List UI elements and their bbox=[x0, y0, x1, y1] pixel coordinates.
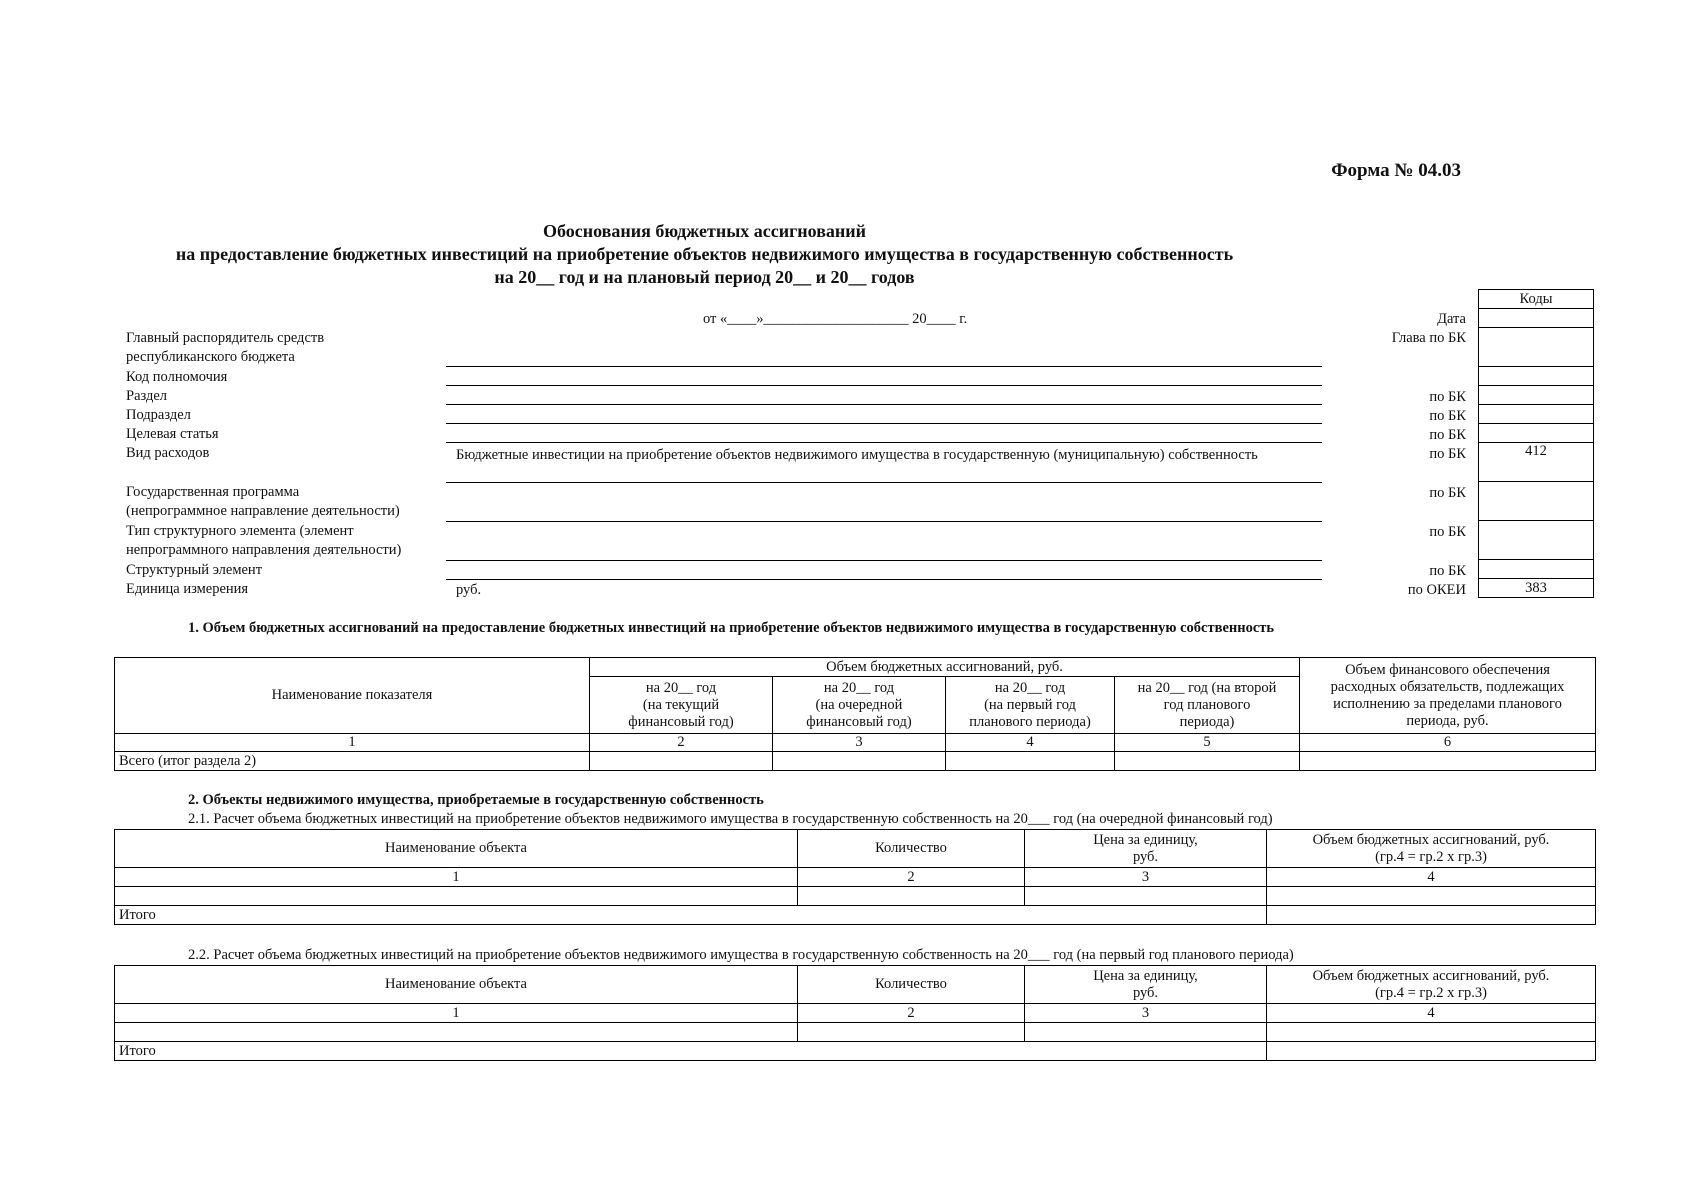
s1-num-4: 4 bbox=[946, 734, 1115, 752]
s21-data-cell[interactable] bbox=[798, 887, 1025, 906]
document-title bbox=[0, 220, 1697, 289]
s22-data-cell[interactable] bbox=[798, 1023, 1025, 1042]
s22-data-cell[interactable] bbox=[1025, 1023, 1267, 1042]
section1-title: 1. Объем бюджетных ассигнований на предоставление бюджетных инвестиций на приобретение объектов недвижимого имущества в государственную собственность bbox=[188, 620, 1275, 636]
s21-col-price: Цена за единицу, руб. bbox=[1025, 830, 1267, 868]
edinica-izmereniya-label: Единица измерения bbox=[126, 581, 249, 597]
glava-code-label: Глава по БК bbox=[1391, 330, 1466, 346]
podrazdel-field-line[interactable] bbox=[446, 423, 1322, 424]
podrazdel-label: Подраздел bbox=[126, 407, 191, 423]
title-line-1: Обоснования бюджетных ассигнований bbox=[542, 221, 867, 241]
s22-col-volume: Объем бюджетных ассигнований, руб. (гр.4 = гр.2 х гр.3) bbox=[1267, 966, 1596, 1004]
s21-col-volume: Объем бюджетных ассигнований, руб. (гр.4 = гр.2 х гр.3) bbox=[1267, 830, 1596, 868]
date-code-label: Дата bbox=[1437, 311, 1466, 327]
code-gosprogramma-value[interactable] bbox=[1479, 482, 1594, 521]
s22-col-price: Цена за единицу, руб. bbox=[1025, 966, 1267, 1004]
section2-2-table bbox=[114, 965, 1596, 1061]
code-tip-elementa-value[interactable] bbox=[1479, 521, 1594, 560]
codes-header: Коды bbox=[1479, 290, 1594, 309]
vid-rashodov-field-line[interactable] bbox=[446, 482, 1322, 483]
code-glava-value[interactable] bbox=[1479, 328, 1594, 367]
s21-col-qty: Количество bbox=[798, 830, 1025, 868]
s1-num-5: 5 bbox=[1115, 734, 1300, 752]
section2-1-title: 2.1. Расчет объема бюджетных инвестиций на приобретение объектов недвижимого имущества в государственную собственность на 20___ год (на очередной финансовый год) bbox=[188, 811, 1273, 827]
kod-polnomochiya-field-line[interactable] bbox=[446, 385, 1322, 386]
code-okei-value[interactable]: 383 bbox=[1479, 579, 1594, 598]
section2-1-table bbox=[114, 829, 1596, 925]
code-vid-rashodov-value[interactable]: 412 bbox=[1479, 443, 1594, 482]
razdel-field-line[interactable] bbox=[446, 404, 1322, 405]
s1-total-cell[interactable] bbox=[1115, 752, 1300, 771]
okei-code-label: по ОКЕИ bbox=[1407, 582, 1466, 598]
s21-num-1: 1 bbox=[115, 868, 798, 887]
s1-last-col-header: Объем финансового обеспечения расходных обязательств, подлежащих исполнению за пределами планового периода, руб. bbox=[1300, 658, 1596, 734]
s1-subcol-2: на 20__ год (на очередной финансовый год) bbox=[773, 677, 946, 734]
date-line: от «____»____________________ 20____ г. bbox=[703, 311, 968, 327]
section2-title: 2. Объекты недвижимого имущества, приобретаемые в государственную собственность bbox=[188, 792, 764, 808]
s21-data-cell[interactable] bbox=[1025, 887, 1267, 906]
s1-subcol-1: на 20__ год (на текущий финансовый год) bbox=[590, 677, 773, 734]
s21-total-cell[interactable] bbox=[1267, 906, 1596, 925]
s1-total-cell[interactable] bbox=[1300, 752, 1596, 771]
s21-col-name: Наименование объекта bbox=[115, 830, 798, 868]
vid-rashodov-value: Бюджетные инвестиции на приобретение объектов недвижимого имущества в государственную (муниципальную) собственность bbox=[456, 447, 1258, 463]
kod-polnomochiya-label: Код полномочия bbox=[126, 369, 228, 385]
tip-elementa-field-line[interactable] bbox=[446, 560, 1322, 561]
code-strukt-element-value[interactable] bbox=[1479, 560, 1594, 579]
code-razdel-value[interactable] bbox=[1479, 386, 1594, 405]
section2-2-title: 2.2. Расчет объема бюджетных инвестиций на приобретение объектов недвижимого имущества в государственную собственность на 20___ год (на первый год планового периода) bbox=[188, 947, 1294, 963]
section1-table bbox=[114, 657, 1596, 771]
glav-rasporyaditel-field-line[interactable] bbox=[446, 366, 1322, 367]
title-line-2: на предоставление бюджетных инвестиций на приобретение объектов недвижимого имущества в государственную собственность bbox=[175, 244, 1234, 264]
s21-num-4: 4 bbox=[1267, 868, 1596, 887]
code-celevaya-value[interactable] bbox=[1479, 424, 1594, 443]
celevaya-statya-label: Целевая статья bbox=[126, 426, 219, 442]
s1-subcol-3: на 20__ год (на первый год планового периода) bbox=[946, 677, 1115, 734]
s1-num-3: 3 bbox=[773, 734, 946, 752]
gosprogramma-code-label: по БК bbox=[1429, 485, 1466, 501]
s21-total-label: Итого bbox=[115, 906, 1267, 925]
s1-total-label: Всего (итог раздела 2) bbox=[115, 752, 590, 771]
celevaya-field-line[interactable] bbox=[446, 442, 1322, 443]
codes-table bbox=[1478, 289, 1594, 598]
s22-num-3: 3 bbox=[1025, 1004, 1267, 1023]
s22-num-1: 1 bbox=[115, 1004, 798, 1023]
vid-rashodov-label: Вид расходов bbox=[126, 445, 210, 461]
s1-total-cell[interactable] bbox=[946, 752, 1115, 771]
vid-rashodov-code-label: по БК bbox=[1429, 446, 1466, 462]
code-polnomochiya-value[interactable] bbox=[1479, 367, 1594, 386]
s22-num-4: 4 bbox=[1267, 1004, 1596, 1023]
gosprogramma-label: Государственная программа (непрограммное направление деятельности) bbox=[126, 484, 400, 519]
tip-elementa-code-label: по БК bbox=[1429, 524, 1466, 540]
s1-num-1: 1 bbox=[115, 734, 590, 752]
title-line-3: на 20__ год и на плановый период 20__ и 20__ годов bbox=[494, 267, 915, 287]
s21-data-cell[interactable] bbox=[115, 887, 798, 906]
strukt-element-code-label: по БК bbox=[1429, 563, 1466, 579]
s21-num-3: 3 bbox=[1025, 868, 1267, 887]
s22-num-2: 2 bbox=[798, 1004, 1025, 1023]
s22-data-cell[interactable] bbox=[1267, 1023, 1596, 1042]
razdel-label: Раздел bbox=[126, 388, 168, 404]
s1-total-cell[interactable] bbox=[590, 752, 773, 771]
s21-data-cell[interactable] bbox=[1267, 887, 1596, 906]
s22-total-cell[interactable] bbox=[1267, 1042, 1596, 1061]
s1-num-6: 6 bbox=[1300, 734, 1596, 752]
razdel-code-label: по БК bbox=[1429, 389, 1466, 405]
s22-col-name: Наименование объекта bbox=[115, 966, 798, 1004]
code-podrazdel-value[interactable] bbox=[1479, 405, 1594, 424]
s1-group-header: Объем бюджетных ассигнований, руб. bbox=[590, 658, 1300, 677]
s22-total-label: Итого bbox=[115, 1042, 1267, 1061]
s22-data-cell[interactable] bbox=[115, 1023, 798, 1042]
gosprogramma-field-line[interactable] bbox=[446, 521, 1322, 522]
glav-rasporyaditel-label: Главный распорядитель средств республиканского бюджета bbox=[126, 330, 325, 365]
edinica-izmereniya-value: руб. bbox=[456, 582, 482, 598]
strukt-element-field-line[interactable] bbox=[446, 579, 1322, 580]
podrazdel-code-label: по БК bbox=[1429, 408, 1466, 424]
tip-elementa-label: Тип структурного элемента (элемент непрограммного направления деятельности) bbox=[126, 523, 402, 558]
s1-subcol-4: на 20__ год (на второй год планового периода) bbox=[1115, 677, 1300, 734]
s1-num-2: 2 bbox=[590, 734, 773, 752]
s1-col-name-header: Наименование показателя bbox=[115, 658, 590, 734]
form-number: Форма № 04.03 bbox=[1331, 160, 1461, 181]
celevaya-code-label: по БК bbox=[1429, 427, 1466, 443]
code-date-value[interactable] bbox=[1479, 309, 1594, 328]
s22-col-qty: Количество bbox=[798, 966, 1025, 1004]
strukt-element-label: Структурный элемент bbox=[126, 562, 263, 578]
s1-total-cell[interactable] bbox=[773, 752, 946, 771]
s21-num-2: 2 bbox=[798, 868, 1025, 887]
